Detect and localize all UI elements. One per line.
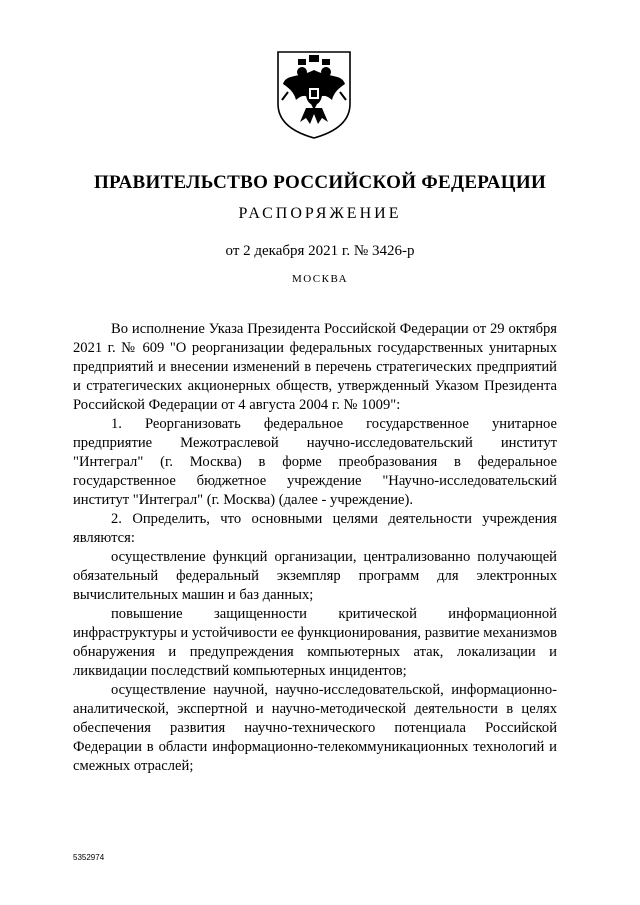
document-body bbox=[73, 320, 557, 776]
document-type: РАСПОРЯЖЕНИЕ bbox=[238, 205, 402, 222]
paragraph-goal-2: повышение защищенности критической информационной инфраструктуры и устойчивости ее функционирования, развитие механизмов обнаружения и предупреждения компьютерных атак, локализации и ликвидации последствий компьютерных инцидентов; bbox=[73, 606, 557, 679]
government-title: ПРАВИТЕЛЬСТВО РОССИЙСКОЙ ФЕДЕРАЦИИ bbox=[93, 172, 547, 193]
city: МОСКВА bbox=[291, 273, 349, 285]
coat-of-arms-emblem bbox=[274, 48, 354, 140]
document-code: 5352974 bbox=[73, 853, 105, 862]
paragraph-item-1: 1. Реорганизовать федеральное государственное унитарное предприятие Межотраслевой научно-исследовательский институт "Интеграл" (г. Москва) в форме преобразования в федеральное государственное бюджетное учреждение "Научно-исследовательский институт "Интеграл" (г. Москва) (далее - учреждение). bbox=[73, 416, 557, 508]
date-and-number: от 2 декабря 2021 г. № 3426-р bbox=[225, 243, 415, 259]
paragraph-preamble: Во исполнение Указа Президента Российской Федерации от 29 октября 2021 г. № 609 "О реорганизации федеральных государственных унитарных предприятий и внесении изменений в перечень стратегических предприятий и стратегических акционерных обществ, утвержденный Указом Президента Российской Федерации от 4 августа 2004 г. № 1009": bbox=[73, 321, 557, 413]
paragraph-goal-3: осуществление научной, научно-исследовательской, информационно-аналитической, экспертной и научно-методической деятельности в целях обеспечения развития научно-технического потенциала Российской Федерации в области информационно-телекоммуникационных технологий и смежных отраслей; bbox=[73, 682, 557, 774]
double-headed-eagle-icon bbox=[274, 48, 354, 140]
paragraph-goal-1: осуществление функций организации, централизованно получающей обязательный федеральный экземпляр программ для электронных вычислительных машин и баз данных; bbox=[73, 549, 557, 603]
paragraph-item-2: 2. Определить, что основными целями деятельности учреждения являются: bbox=[73, 511, 557, 546]
